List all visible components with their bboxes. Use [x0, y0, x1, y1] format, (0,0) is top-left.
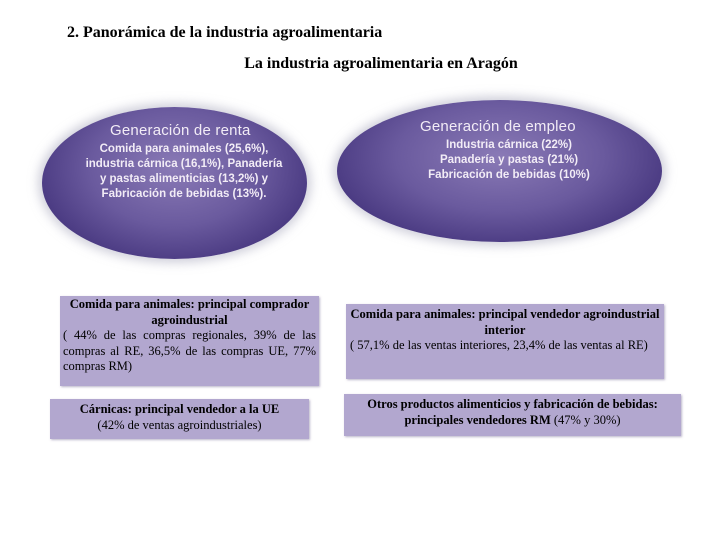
employment-generation-heading: Generación de empleo — [420, 118, 576, 135]
box-heading: Comida para animales: principal vendedor agroindustrial interior — [350, 307, 660, 337]
slide-title: 2. Panorámica de la industria agroalimentaria — [67, 24, 383, 41]
meat-seller-box — [50, 399, 309, 439]
income-generation-ellipse — [42, 107, 307, 259]
employment-item: Fabricación de bebidas (10%) — [428, 169, 590, 181]
slide-subtitle: La industria agroalimentaria en Aragón — [244, 55, 518, 72]
box-body: (42% de ventas agroindustriales) — [97, 417, 262, 432]
box-body: ( 57,1% de las ventas interiores, 23,4% de las ventas al RE) — [350, 338, 648, 352]
box-body: (47% y 30%) — [553, 412, 621, 427]
other-food-beverage-box — [344, 394, 681, 436]
box-heading: Comida para animales: principal comprador agroindustrial — [69, 297, 310, 327]
employment-generation-ellipse — [337, 100, 662, 242]
employment-item: Industria cárnica (22%) — [446, 139, 572, 151]
income-generation-heading: Generación de renta — [110, 122, 251, 139]
employment-item: Panadería y pastas (21%) — [439, 154, 579, 166]
employment-generation-list — [419, 138, 599, 183]
income-generation-text: Comida para animales (25,6%), industria cárnica (16,1%), Panadería y pastas alimenticias (13,2%) y Fabricación de bebidas (13%). — [85, 143, 283, 200]
animal-feed-buyer-box — [60, 296, 319, 386]
animal-feed-seller-box — [346, 304, 664, 379]
box-heading: Otros productos alimenticios y fabricación de bebidas: principales vendedores RM — [367, 397, 658, 427]
box-heading: Cárnicas: principal vendedor a la UE — [79, 402, 280, 416]
box-body: ( 44% de las compras regionales, 39% de las compras al RE, 36,5% de las compras UE, 77% compras RM) — [63, 328, 316, 373]
